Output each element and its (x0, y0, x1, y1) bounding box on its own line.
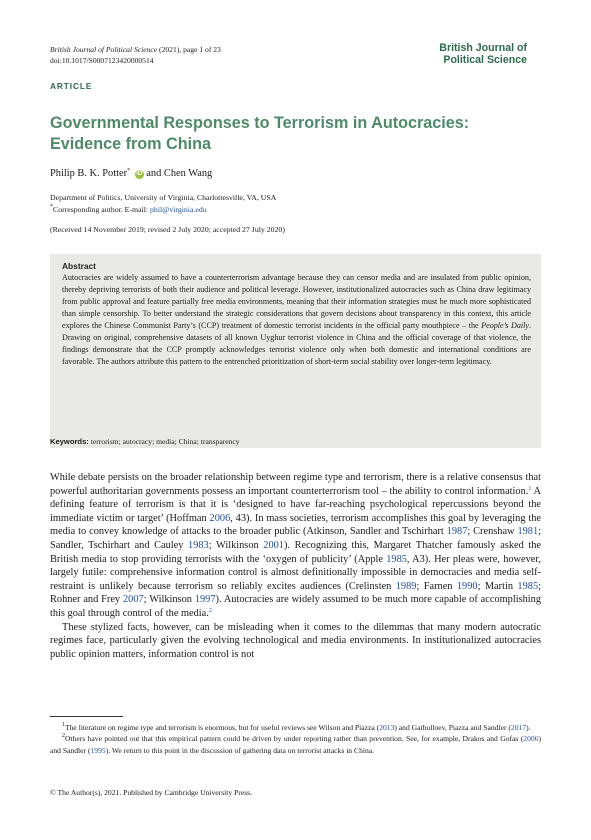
citation-link[interactable]: 1985 (517, 580, 539, 592)
journal-logo-line1: British Journal of (439, 42, 527, 54)
keywords-list: terrorism; autocracy; media; China; transparency (90, 437, 240, 446)
citation-link[interactable]: 1989 (395, 580, 417, 592)
article-title: Governmental Responses to Terrorism in Autocracies: Evidence from China (50, 114, 470, 153)
citation-link[interactable]: 1987 (446, 526, 468, 538)
abstract-box (50, 254, 541, 448)
orcid-icon[interactable]: iD (136, 171, 143, 177)
citation-link[interactable]: 1981 (517, 526, 539, 538)
corresponding-mark: * (50, 203, 53, 210)
journal-logo-line2: Political Science (443, 54, 527, 66)
affiliation-block (50, 192, 276, 215)
footnote-divider (50, 716, 123, 717)
keywords (50, 437, 240, 446)
abstract-text: Autocracies are widely assumed to have a counterterrorism advantage because they can censor media and are insulated from public opinion, thereby depriving terrorists of both their audience and political leverage. However, institutionalized autocracies such as China draw legitimacy from public approval and feature partially free media environments, meaning that their information strategies must be much more sophisticated than simple censorship. To better understand the strategic considerations that govern decisions about transparency in this context, this article explores the Chinese Communist Party’s (CCP) treatment of domestic terrorist incidents in the official party mouthpiece – the People’s Daily. Drawing on original, comprehensive datasets of all known Uyghur terrorist violence in China and the official coverage of that violence, the findings demonstrate that the CCP promptly acknowledges terrorist violence only when both domestic and international conditions are favorable. The authors attribute this pattern to the entrenched prioritization of short-term social stability over longer-term legitimacy. (62, 273, 531, 367)
footnote: $^1$The literature on regime type and terrorism is enormous, but for useful reviews see Wilson and Piazza (2013) and Gaibulloev, Piazza and Sandler (2017). (62, 722, 531, 732)
footnote-ref[interactable]: 1 (528, 485, 532, 492)
citation-link[interactable]: 1997 (194, 594, 216, 606)
body-text (50, 471, 541, 661)
citation-link[interactable]: 2013 (379, 723, 395, 732)
author-list (50, 168, 212, 179)
author-name: Chen Wang (163, 168, 213, 179)
citation-link[interactable]: 2006 (209, 512, 231, 524)
footnote: $^2$Others have pointed out that this empirical pattern could be driven by under reporting rather than prevention. See, for example, Drakos and Gofas (2006) and Sandler (1995). We return to this point in the discussion of gathering data on terrorist attacks in China. (50, 733, 541, 755)
footnote-mark: 1 (62, 722, 65, 728)
journal-name: British Journal of Political Science (50, 45, 158, 54)
body-paragraph: While debate persists on the broader relationship between regime type and terrorism, there is a relative consensus that powerful authoritarian governments possess an important counterterrorism tool – the ability to control information.$^1$ A defining feature of terrorism is that it is ‘designed to have far-reaching psychological repercussions beyond the immediate victim or target’ (Hoffman 2006, 43). In mass societies, terrorism accomplishes this goal by leveraging the media to convey knowledge of attacks to the broader public (Atkinson, Sandler and Tschirhart 1987; Crenshaw 1981; Sandler, Tschirhart and Cauley 1983; Wilkinson 2001). Recognizing this, Margaret Thatcher famously asked the British media to stop providing terrorists with the ‘oxygen of publicity’ (Apple 1985, A3). Her pleas were, however, largely futile: comprehensive information control is almost definitionally impossible in democracies and media self-restraint is unlikely because terrorism so reliably excites audiences (Crelinsten 1989; Farnen 1990; Martin 1985; Rohner and Frey 2007; Wilkinson 1997). Autocracies are widely assumed to be much more capable of accomplishing this goal through control of the media.$^2$ (50, 472, 541, 619)
citation-link[interactable]: 2001 (263, 539, 284, 551)
citation-link[interactable]: 1990 (456, 580, 478, 592)
corresponding-mark: * (127, 168, 131, 174)
citation-link[interactable]: 2006 (523, 734, 539, 744)
citation-link[interactable]: 1985 (386, 553, 407, 565)
received-dates: (Received 14 November 2019; revised 2 July 2020; accepted 27 July 2020) (50, 225, 285, 234)
journal-logo (439, 42, 527, 66)
author-connector: and (146, 168, 162, 179)
keywords-label: Keywords: (50, 437, 89, 446)
abstract-heading: Abstract (62, 261, 96, 271)
department: Department of Politics, University of Virginia, Charlottesville, VA, USA (50, 193, 277, 202)
citation-link[interactable]: 2007 (122, 594, 144, 606)
author-email-link[interactable]: phil@virginia.edu (150, 204, 207, 214)
citation-link[interactable]: 1983 (188, 539, 209, 551)
citation-link[interactable]: 1995 (90, 745, 106, 755)
footnotes (50, 722, 541, 756)
copyright-notice: © The Author(s), 2021. Published by Cambridge University Press. (50, 788, 252, 797)
footnote-mark: 2 (62, 733, 65, 740)
footnote-ref[interactable]: 2 (208, 607, 212, 614)
journal-meta (50, 44, 221, 66)
body-paragraph: These stylized facts, however, can be misleading when it comes to the dilemmas that many modern autocratic regimes face, particularly given the evolving technological and media environments. In institutionalized autocracies public opinion matters, information control is not (50, 621, 541, 660)
citation-link[interactable]: 2017 (510, 723, 527, 732)
article-type-label: ARTICLE (50, 81, 93, 91)
author-name: Philip B. K. Potter (50, 168, 128, 179)
doi-link[interactable]: doi:10.1017/S0007123420000514 (50, 56, 154, 65)
corresponding-label: Corresponding author. E-mail: (53, 204, 151, 214)
journal-page-info: (2021), page 1 of 23 (159, 45, 221, 54)
